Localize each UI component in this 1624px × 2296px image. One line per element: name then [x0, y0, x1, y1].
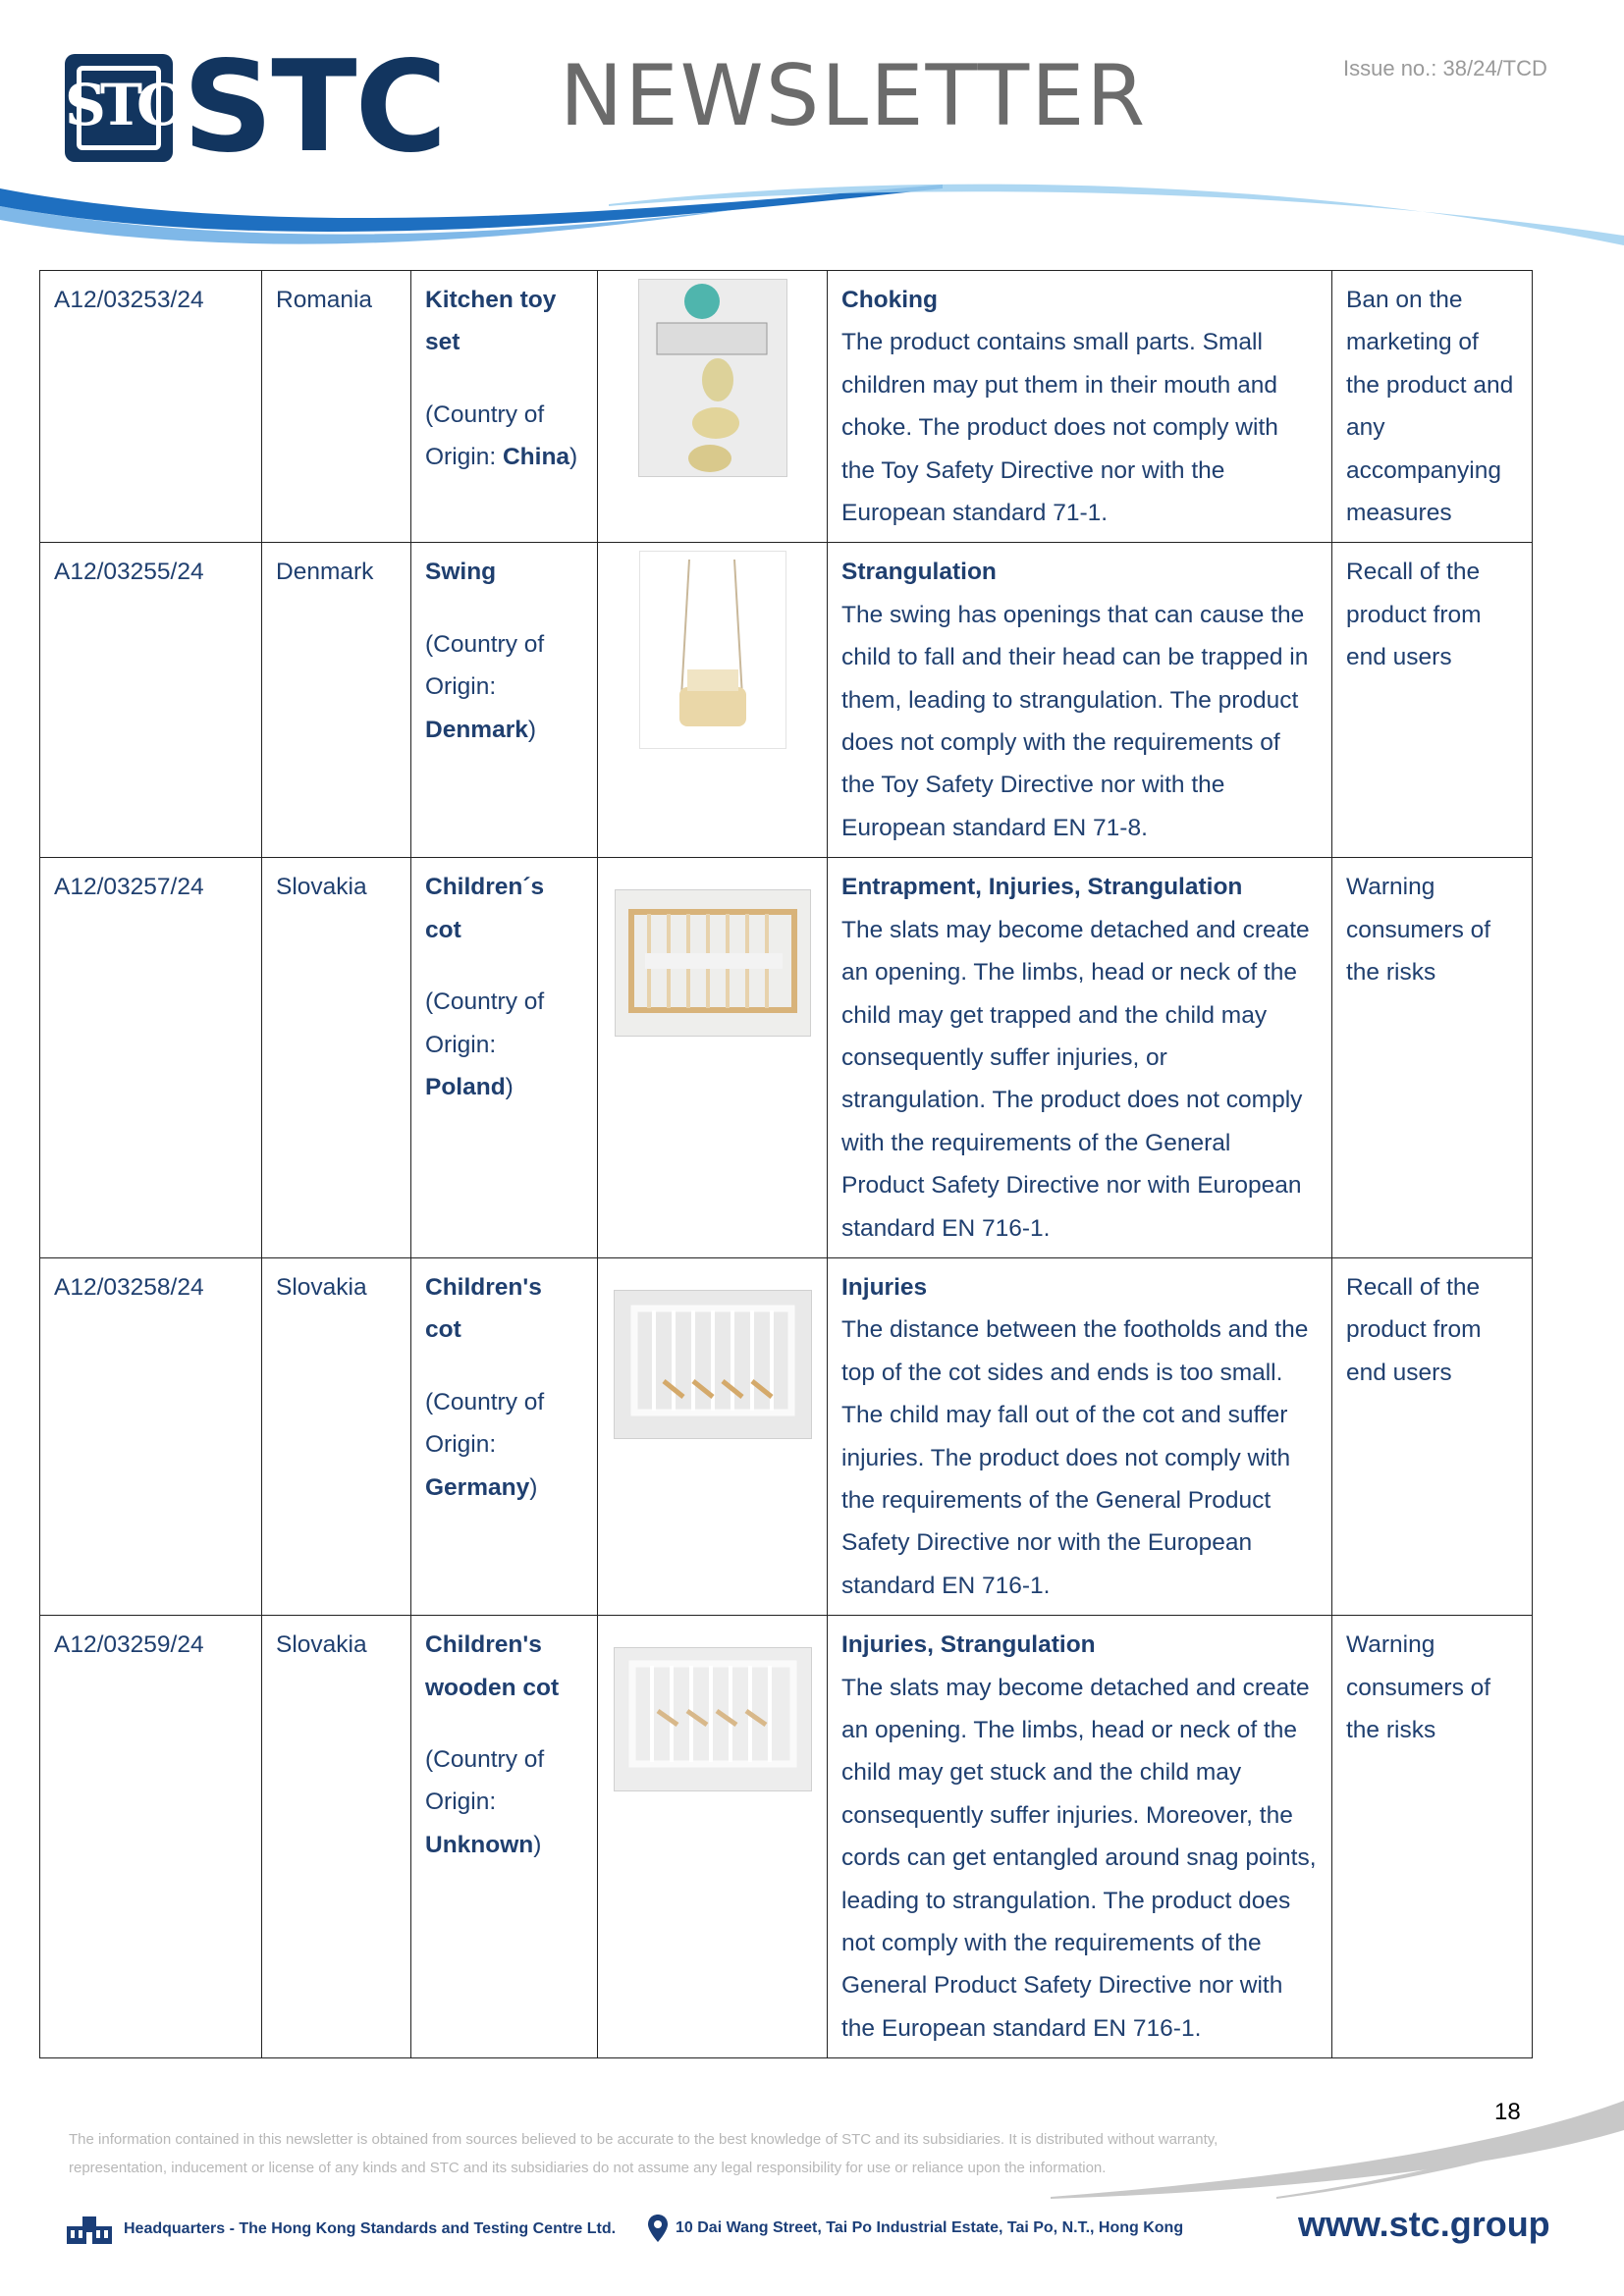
origin-country: Poland	[425, 1073, 506, 1100]
newsletter-title: NEWSLETTER	[560, 47, 1148, 145]
notifying-country: Slovakia	[276, 874, 367, 901]
origin-line	[425, 666, 583, 751]
table-row	[40, 271, 1533, 543]
risk-cell	[828, 543, 1332, 858]
origin-prefix: (Country of	[425, 630, 545, 658]
page-header	[0, 0, 1624, 255]
notifying-country-cell	[262, 271, 411, 543]
product-cell	[411, 543, 598, 858]
product-name: Swing	[425, 559, 497, 586]
product-photo	[614, 1647, 812, 1791]
product-photo	[614, 1290, 812, 1439]
origin-line	[425, 436, 583, 478]
measures-cell	[1332, 1616, 1533, 2058]
ref-number-cell	[40, 1257, 262, 1615]
origin-prefix: (Country of	[425, 400, 545, 428]
origin-country: Unknown	[425, 1831, 534, 1858]
location-pin-icon	[648, 2215, 668, 2242]
page-number: 18	[1494, 2099, 1521, 2125]
hazard-type: Choking	[841, 287, 938, 313]
product-cell	[411, 858, 598, 1258]
ref-number-cell	[40, 543, 262, 858]
building-icon	[65, 2215, 114, 2244]
origin-prefix: (Country of	[425, 1746, 545, 1773]
product-name: Children´s cot	[425, 874, 545, 943]
notifying-country: Slovakia	[276, 1631, 367, 1659]
ref-number-cell	[40, 1616, 262, 2058]
measures-cell	[1332, 858, 1533, 1258]
recall-table	[39, 270, 1533, 2058]
origin-country: Germany	[425, 1473, 530, 1501]
origin-label: Origin:	[425, 1031, 497, 1058]
notifying-country-cell	[262, 858, 411, 1258]
origin-country: Denmark	[425, 716, 528, 743]
website-link[interactable]: www.stc.group	[1298, 2204, 1550, 2244]
notifying-country: Denmark	[276, 559, 374, 586]
header-swoosh-decoration	[0, 177, 1624, 255]
ref-number-cell	[40, 271, 262, 543]
product-name: Kitchen toy set	[425, 287, 557, 356]
risk-description: The distance between the footholds and the top of the cot sides and ends is too small. The child may fall out of the cot and suffer injuries. The product does not comply with the requirements of the General Product Safety Directive nor with the European standard EN 716-1.	[841, 1316, 1309, 1599]
risk-cell	[828, 1257, 1332, 1615]
product-photo-cell	[598, 1257, 828, 1615]
origin-label: Origin:	[425, 1431, 497, 1459]
origin-close-paren: )	[529, 1473, 538, 1501]
measures-taken: Recall of the product from end users	[1346, 559, 1482, 671]
risk-cell	[828, 858, 1332, 1258]
table-row	[40, 858, 1533, 1258]
product-cell	[411, 1257, 598, 1615]
origin-close-paren: )	[569, 444, 578, 471]
origin-close-paren: )	[505, 1073, 514, 1100]
risk-cell	[828, 271, 1332, 543]
origin-close-paren: )	[527, 716, 537, 743]
table-row	[40, 1257, 1533, 1615]
risk-cell	[828, 1616, 1332, 2058]
measures-cell	[1332, 271, 1533, 543]
product-photo-cell	[598, 1616, 828, 2058]
product-photo	[615, 889, 811, 1037]
notifying-country: Slovakia	[276, 1273, 367, 1301]
headquarters-label: Headquarters - The Hong Kong Standards and Testing Centre Ltd.	[124, 2220, 617, 2237]
ref-number: A12/03257/24	[54, 874, 204, 901]
measures-taken: Warning consumers of the risks	[1346, 874, 1491, 987]
headquarters-info	[65, 2215, 616, 2244]
stc-logo-mark-icon	[65, 54, 177, 162]
hazard-type: Injuries, Strangulation	[841, 1631, 1096, 1659]
measures-taken: Warning consumers of the risks	[1346, 1631, 1491, 1743]
origin-line	[425, 1024, 583, 1109]
origin-line	[425, 1423, 583, 1509]
origin-close-paren: )	[533, 1831, 542, 1858]
table-row	[40, 543, 1533, 858]
ref-number: A12/03258/24	[54, 1273, 204, 1301]
disclaimer-text: The information contained in this newsletter is obtained from sources believed to be accurate to the best knowledge of STC and its subsidiaries. It is distributed without warranty, representation, inducement or license of any kinds and STC and its subsidiaries do not assume any legal responsibility for use or reliance upon the information.	[69, 2131, 1218, 2176]
measures-cell	[1332, 543, 1533, 858]
product-cell	[411, 271, 598, 543]
logo-text: STC	[183, 34, 446, 181]
product-photo-cell	[598, 271, 828, 543]
ref-number: A12/03259/24	[54, 1631, 204, 1659]
product-cell	[411, 1616, 598, 2058]
hazard-type: Strangulation	[841, 559, 997, 586]
product-photo-cell	[598, 858, 828, 1258]
hazard-type: Entrapment, Injuries, Strangulation	[841, 874, 1243, 901]
risk-description: The slats may become detached and create an opening. The limbs, head or neck of the child may get stuck and the child may consequently suffer injuries. Moreover, the cords can get entangled around snag points, leading to strangulation. The product does not comply with the requirements of the General Product Safety Directive nor with the European standard EN 716-1.	[841, 1674, 1317, 2042]
origin-country: China	[502, 444, 570, 471]
stc-logo[interactable]	[65, 34, 446, 181]
table-row	[40, 1616, 1533, 2058]
product-name: Children's cot	[425, 1273, 542, 1344]
measures-taken: Recall of the product from end users	[1346, 1273, 1482, 1386]
issue-number: Issue no.: 38/24/TCD	[1343, 56, 1547, 80]
origin-label: Origin:	[425, 1789, 497, 1816]
ref-number: A12/03255/24	[54, 559, 204, 586]
hazard-type: Injuries	[841, 1273, 928, 1301]
notifying-country-cell	[262, 1616, 411, 2058]
risk-description: The product contains small parts. Small children may put them in their mouth and choke. The product does not comply with the Toy Safety Directive nor with the European standard 71-1.	[841, 329, 1278, 527]
address-label: 10 Dai Wang Street, Tai Po Industrial Estate, Tai Po, N.T., Hong Kong	[676, 2219, 1184, 2236]
origin-prefix: (Country of	[425, 988, 545, 1016]
measures-cell	[1332, 1257, 1533, 1615]
product-photo	[638, 279, 787, 477]
origin-prefix: (Country of	[425, 1388, 545, 1415]
risk-description: The slats may become detached and create an opening. The limbs, head or neck of the child may get trapped and the child may consequently suffer injuries, or strangulation. The product does not comply with the requirements of the General Product Safety Directive nor with European standard EN 716-1.	[841, 916, 1310, 1242]
measures-taken: Ban on the marketing of the product and any accompanying measures	[1346, 287, 1514, 527]
origin-label: Origin:	[425, 444, 497, 471]
notifying-country-cell	[262, 1257, 411, 1615]
notifying-country-cell	[262, 543, 411, 858]
origin-label: Origin:	[425, 673, 497, 701]
logo-mark-glyph: STC	[65, 72, 177, 138]
notifying-country: Romania	[276, 287, 373, 313]
origin-line	[425, 1781, 583, 1866]
ref-number-cell	[40, 858, 262, 1258]
risk-description: The swing has openings that can cause the child to fall and their head can be trapped in them, leading to strangulation. The product does not comply with the requirements of the Toy Safety Directive nor with the European standard EN 71-8.	[841, 601, 1309, 841]
product-name: Children's wooden cot	[425, 1631, 560, 1701]
ref-number: A12/03253/24	[54, 287, 204, 313]
product-photo	[639, 551, 786, 749]
address-info	[648, 2215, 1183, 2242]
product-photo-cell	[598, 543, 828, 858]
